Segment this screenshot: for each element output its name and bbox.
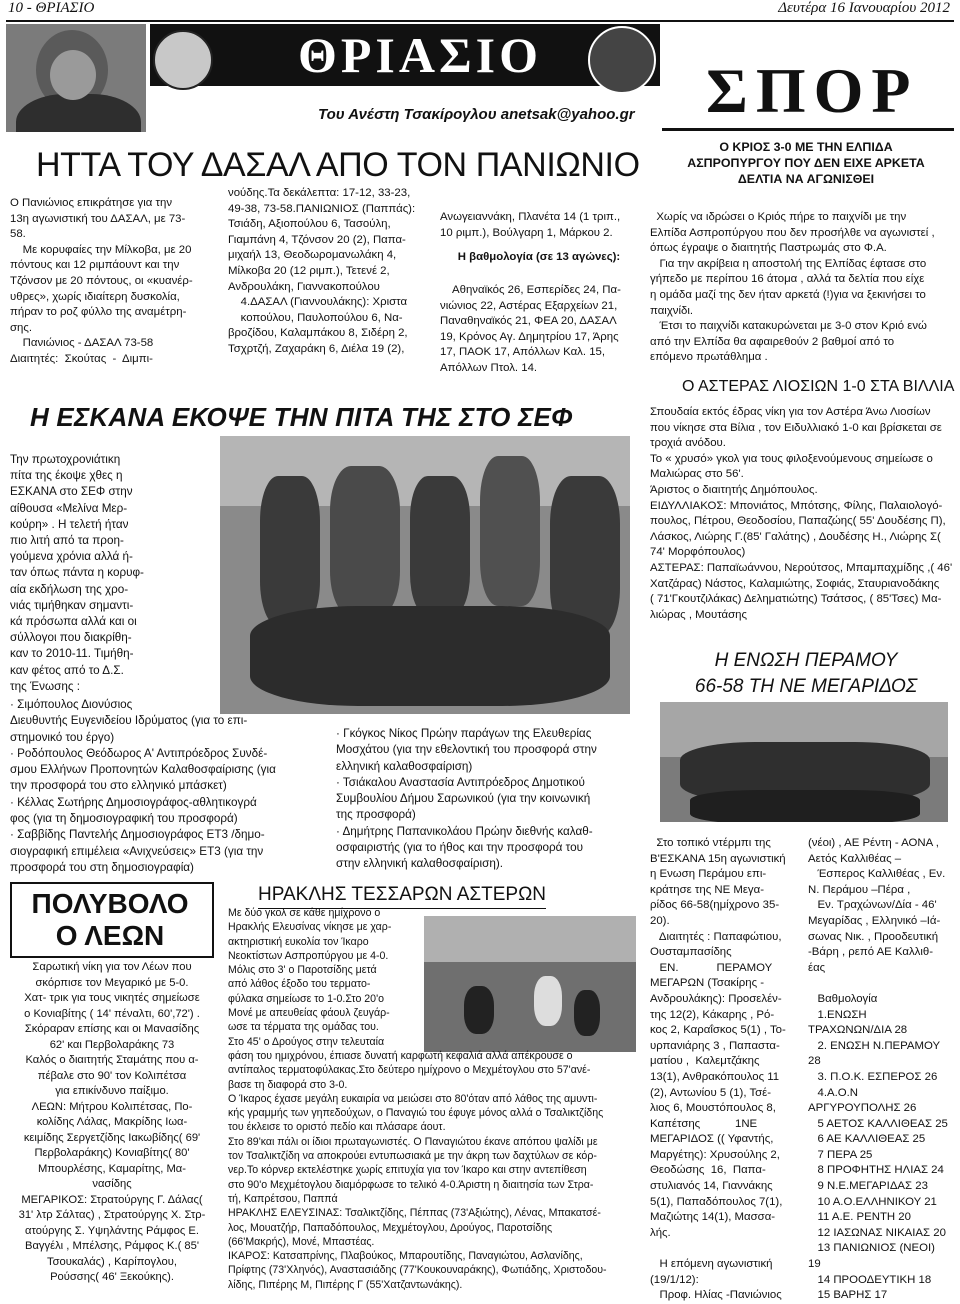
dasal-column-3a: Ανωγειαννάκη, Πλανέτα 14 (1 τριπ., 10 ριμπ.), Βούλγαρη 1, Μάρκου 2. (440, 211, 621, 239)
iraklis-match-photo (424, 916, 636, 1052)
eskana-team-photo (220, 436, 630, 714)
page-label: 10 - ΘΡΙΑΣΙΟ (8, 0, 95, 16)
iraklis-intro: Με δύο γκολ σε κάθε ημίχρονο ο Ηρακλής Ελευσίνας νίκησε με χαρ- ακτηριστική ευκολία τον Ίκαρο Νεοκτίστων Ασπροπύργου με 4-0. Μόλις στο 3' ο Παροτσίδης μετά από λάθος έξοδο του τερματο- φύλακα σημείωσε το 1-0.Στο 20'ο Μονέ με απευθείας φάουλ ζευγάρ- ωσε τα τέρματα της ομάδας του. Στο 45' ο Δρούγος στην τελευταία (228, 907, 392, 1048)
eskana-headline: Η ΕΣΚΑΝΑ ΕΚΟΨΕ ΤΗΝ ΠΙΤΑ ΤΗΣ ΣΤΟ ΣΕΦ (30, 402, 573, 432)
enosi-headline-1: Η ΕΝΩΣΗ ΠΕΡΑΜΟΥ (714, 650, 898, 671)
iraklis-headline: ΗΡΑΚΛΗΣ ΤΕΣΣΑΡΩΝ ΑΣΤΕΡΩΝ (258, 884, 546, 909)
dasal-column-1: Ο Πανιώνιος επικράτησε για την 13η αγωνιστική του ΔΑΣΑΛ, με 73- 58. Με κορυφαίες την Μίλκοβα, με 20 πόντους και 12 ριμπάουντ και την Τζόνσον με 20 πόντους, οι «κυανέρ- υθρες», χωρίς ιδιαίτερη δυσκολία, πήραν το ροζ φύλλο της αναμέτρη- σης. Πανιώνιος - ΔΑΣΑΛ 73-58 Διαιτητές: Σκούτας - Διμπι- (10, 197, 193, 365)
soccer-ball-image (153, 30, 213, 90)
dasal-standings-title: Η βαθμολογία (σε 13 αγώνες): (457, 251, 621, 263)
enosi-column-1: Στο τοπικό ντέρμπι της Β'ΕΣΚΑΝΑ 15η αγωνιστική η Ενωση Περάμου επι- κράτησε της ΝΕ Μεγα- ρίδος 66-58(ημίχρονο 35- 20). Διαιτητές : Παπαφώτιου, Ουσταμπασίδης ΕΝ. ΠΕΡΑΜΟΥ ΜΕΓΑΡΩΝ (Τσακίρης - Ανδρουλάκης): Προσελέν- της 12(2), Κάκαρης , Ρό- κος 2, Καραΐσκος 5(1) , Το- υρπανιάρης 3 , Παπαστα- ματίου , Καλεμτζάκης 13(1), Ανθρακόπουλος 11 (2), Αντωνίου 5 (1), Τσέ- λιος 6, Μουστόπουλος 8, Καπέτσης 1ΝΕ ΜΕΓΑΡΙΔΟΣ (( Υφαντής, Μαργέτης): Χρυσούλης 2, Θεοδώσης 16, Παπα- στυλιανός 14, Γιαννάκης 5(1), Παπαδόπουλος 7(1), Μαζιώτης 14(1), Μασσα- λής. Η επόμενη αγωνιστική (19/1/12): Προφ. Ηλίας -Πανιώνιος (650, 837, 786, 1302)
masthead-right: ΣΠΟΡ (706, 55, 919, 126)
eskana-honorees-right: · Γκόγκος Νίκος Πρώην παράγων της Ελευθερίας Μοσχάτου (για την εθελοντική του προσφορά στην ελληνική καλαθοσφαίριση) · Τσιάκαλου Αναστασία Αντιπρόεδρος Δημοτικού Συμβουλίου Δήμου Σαρωνικού (για την κοινωνική της προσφορά) · Δημήτρης Παπανικολάου Πρώην διεθνής καλαθ- οσφαιριστής (για το ήθος και την προσφορά του στην ελληνική καλαθοσφαίριση). (336, 727, 597, 871)
enosi-team-photo (660, 702, 948, 822)
byline: Του Ανέστη Τσακίρογλου anetsak@yahoo.gr (318, 106, 635, 123)
football-image (588, 26, 656, 94)
polyvolo-body: Σαρωτική νίκη για τον Λέων που σκόρπισε τον Μεγαρικό με 5-0. Χατ- τρικ για τους νικητές σημείωσε ο Κονιαβίτης ( 14' πέναλτι, 60',72') . Σκόραραν επίσης και οι Μανασίδης 62' και Περβολαράκης 73 Καλός ο διαιτητής Σταμάτης που α- πέβαλε στο 90' τον Κολιπέτσα για επικίνδυνο παίξιμο. ΛΕΩΝ: Μήτρου Κολιπέτσας, Πο- κολίδης Λάλας, Μακρίδης Ιωα- κειμίδης Σεργετζίδης Ιακωβίδης( 69' Περβολαράκης) Κονιαβίτης( 80' Μπουρλέσης, Καμαρίτης, Μα- νασίδης ΜΕΓΑΡΙΚΟΣ: Στρατούργης Γ. Δάλας( 31' λτρ Σάλτας) , Στρατούργης Χ. Στρ- ατούργης Σ. Υψηλάντης Ράμφος Ε. Βαγγέλι , Μπέλσης, Ράμφος Κ.( 85' Τσουκαλάς) , Καρίπογλου, Ρούσσης( 46' Ξεκούκης). (18, 961, 206, 1283)
dasal-column-2: νούδης.Τα δεκάλεπτα: 17-12, 33-23, 49-38, 73-58.ΠΑΝΙΩΝΙΟΣ (Παππάς): Τσιάδη, Αξιοπούλου 6, Τασούλη, Γιαμπάνη 4, Τζόνσον 20 (2), Παπα- μιχαήλ 13, Θεοδωρομανωλάκη 4, Μίλκοβα 20 (12 ριμπ.), Τετενέ 2, Ανδρουλάκη, Γιαννακοπούλου 4.ΔΑΣΑΛ (Γιαννουλάκης): Χριστα κοπούλου, Παυλοπούλου 6, Να- βροζίδου, Καλαμπάκου 8, Σιδέρη 2, Τσχρτζή, Ζαχαράκη 6, Διέλα 19 (2), (228, 187, 416, 355)
krios-headline-2: ΑΣΠΡΟΠΥΡΓΟΥ ΠΟΥ ΔΕΝ ΕΙΧΕ ΑΡΚΕΤΑ (687, 156, 925, 170)
polyvolo-headline-1: ΠΟΛΥΒΟΛΟ (31, 888, 189, 919)
asteras-body: Σπουδαία εκτός έδρας νίκη για τον Αστέρα Άνω Λιοσίων που νίκησε στα Βίλια , τον Ειδυλλιακό 1-0 και βρίσκεται σε τροχιά ανόδου. Το « χρυσό» γκολ για τους φιλοξενούμενους σημείωσε ο Μαλιώρας στο 56'. Άριστος ο διαιτητής Δημόπουλος. ΕΙΔΥΛΛΙΑΚΟΣ: Μπονιάτος, Μπότσης, Φίλης, Παλαιολογό- πουλος, Πέτρου, Θεοδοσίου, Παπαζώης( 55' Δουδέσης Π), Λάσκος, Λιώρης Γ.(85' Γαλάτης) , Δουδέσης Η., Λιώρης Σ( 74' Μορφόπουλος) ΑΣΤΕΡΑΣ: Παπαϊωάννου, Νερούτσος, Μπαμπαχμίδης ,( 46' Χατζάρας) Νάστος, Καλαμιώτης, Σοφιάς, Σταυριανοδάκης ( 71'Γκουτζιλάκας) Δεληματιώτης) Τσάτσος, ( 85'Τσες) Μα- λιώρας , Μουτάσης (650, 406, 953, 621)
eskana-intro: Την πρωτοχρονιάτικη πίτα της έκοψε χθες η ΕΣΚΑΝΑ στο ΣΕΦ στην αίθουσα «Μελίνα Μερ- κούρη» . Η τελετή ήταν πιο λιτή από τα προη- γούμενα χρόνια αλλά ή- ταν όπως πάντα η κορυφ- αία εκδήλωση της χρο- νιάς τιμήθηκαν σημαντι- κά πρόσωπα αλλά και οι σύλλογοι που διακρίθη- καν το 2010-11. Τιμήθη- καν φέτος από το Δ.Σ. της Ένωσης : (10, 453, 144, 693)
dasal-column-3b: Αθηναϊκός 26, Εσπερίδες 24, Πα- νιώνιος 22, Αστέρας Εξαρχείων 21, Παναθηναϊκός 21, ΦΕΑ 20, ΔΑΣΑΛ 19, Κρόνος Αγ. Δημητρίου 17, Άρης 17, ΠΑΟΚ 17, Απόλλων Καλ. 15, Απόλλων Πτολ. 14. (440, 284, 621, 374)
header-rule (6, 20, 954, 22)
krios-body: Χωρίς να ιδρώσει ο Κριός πήρε το παιχνίδι με την Ελπίδα Ασπροπύργου που δεν προσήλθε να αγωνιστεί , όπως έγραψε ο διαιτητής Παστρωμάς στο Φ.Α. Για την ακρίβεια η αποστολή της Ελπίδας έφτασε στο γήπεδο με περίπου 16 άτομα , αλλά τα δελτία που είχε η ομάδα μαζί της δεν ήταν αρκετά (!)για να ξεκινήσει το παιχνίδι. Έτσι το παιχνίδι κατακυρώνεται με 3-0 στον Κριό ενώ από την Ελπίδα θα αφαιρεθούν 2 βαθμοί από το επόμενο πρωτάθλημα . (650, 211, 935, 364)
issue-date: Δευτέρα 16 Ιανουαρίου 2012 (778, 0, 950, 16)
krios-headline-1: Ο ΚΡΙΟΣ 3-0 ΜΕ ΤΗΝ ΕΛΠΙΔΑ (719, 140, 893, 154)
krios-headline-3: ΔΕΛΤΙΑ ΝΑ ΑΓΩΝΙΣΘΕΙ (737, 172, 875, 186)
enosi-column-2: (νέοι) , ΑΕ Ρέντη - ΑΟΝΑ , Αετός Καλλιθέας – Έσπερος Καλλιθέας , Εν. Ν. Περάμου –Πέρα , Εν. Τραχώνων/Δία - 46' Μεγαρίδας , Ελληνικό –Ιά- σωνας Νικ. , Προοδευτική -Βάρη , ρεπό ΑΕ Καλλιθ- έας Βαθμολογία 1.ΕΝΩΣΗ ΤΡΑΧΩΝΩΝ/ΔΙΑ 28 2. ΕΝΩΣΗ Ν.ΠΕΡΑΜΟΥ 28 3. Π.Ο.Κ. ΕΣΠΕΡΟΣ 26 4.Α.Ο.Ν ΑΡΓΥΡΟΥΠΟΛΗΣ 26 5 ΑΕΤΟΣ ΚΑΛΛΙΘΕΑΣ 25 6 ΑΕ ΚΑΛΛΙΘΕΑΣ 25 7 ΠΕΡΑ 25 8 ΠΡΟΦΗΤΗΣ ΗΛΙΑΣ 24 9 Ν.Ε.ΜΕΓΑΡΙΔΑΣ 23 10 Α.Ο.ΕΛΛΗΝΙΚΟΥ 21 11 Α.Ε. ΡΕΝΤΗ 20 12 ΙΑΣΩΝΑΣ ΝΙΚΑΙΑΣ 20 13 ΠΑΝΙΩΝΙΟΣ (ΝΕΟΙ) 19 14 ΠΡΟΟΔΕΥΤΙΚΗ 18 15 ΒΑΡΗΣ 17 (808, 837, 948, 1302)
eskana-honorees-left: · Σιμόπουλος Διονύσιος Διευθυντής Ευγενιδείου Ιδρύματος (για το επι- στημονικό του έργο) · Ροδόπουλος Θεόδωρος Α' Αντιπρόεδρος Συνδέ- σμου Ελλήνων Προπονητών Καλαθοσφαίρισης (για την προσφορά του στο ελληνικό μπάσκετ) · Κέλλας Σωτήρης Δημοσιογράφος-αθλητικογρά φος (για τη δημοσιογραφική του προσφορά) · Σαββίδης Παντελής Δημοσιογράφος ΕΤ3 /δημο- σιογραφική επιμέλεια «Ανιχνεύσεις» ΕΤ3 (για την προσφορά του στη δημοσιογραφία) (10, 698, 276, 874)
masthead-title: ΘΡΙΑΣΙΟ (297, 27, 543, 83)
polyvolo-headline-2: Ο ΛΕΩΝ (55, 920, 165, 951)
author-photo (6, 24, 146, 132)
asteras-headline: Ο ΑΣΤΕΡΑΣ ΛΙΟΣΙΩΝ 1-0 ΣΤΑ ΒΙΛΛΙΑ (682, 378, 955, 395)
enosi-headline-2: 66-58 ΤΗ ΝΕ ΜΕΓΑΡΙΔΟΣ (694, 676, 918, 697)
masthead-right-rule (662, 128, 954, 131)
iraklis-body: φάση του ημιχρόνου, έπιασε δυνατή καρφωτή κεφαλιά αλλά απέκρουσε ο αντίπαλος τερματοφύλακας.Στο δεύτερο ημίχρονο ο Μεχμέτογλου στο 57'ανέ- βασε τη διαφορά στο 3-0. Ο Ίκαρος έχασε μεγάλη ευκαιρία να μειώσει στο 80'όταν από λάθος της αμυντι- κής γραμμής των γηπεδούχων, ο Παναγιώ του έφυγε μόνος αλλά ο Τσαλικτζίδης του έκλεισε το οριστό πεδίο και πλάσαρε άουτ. Στο 89'και πάλι οι ίδιοι πρωταγωνιστές. Ο Παναγιώτου έκανε απόπου ψαλίδι με τον Τσαλικτζίδη να αποκρούει εντυπωσιακά με την άκρη των δαχτύλων σε κόρ- νερ.Το κόρνερ εκτελέστηκε χωρίς επιτυχία για τον Ίκαρο και στην αντεπίθεση στο 90'ο Μεχμέτογλου διαμόρφωσε το τελικό 4-0.Άριστη η διαιτησία των Στρα- τή, Καπρέτσου, Παππά ΗΡΑΚΛΗΣ ΕΛΕΥΣΙΝΑΣ: Τσαλικτζίδης, Πέππας (73'Αξιώτης), Λένας, Μπακατσέ- λος, Μουατζήρ, Παπαδόπουλος, Μεχμέτογλου, Δρούγος, Παροτσίδης (66'Μακρής), Μονέ, Μπαστέας. ΙΚΑΡΟΣ: Κατσαπρίνης, Πλαβούκος, Μπαρουτίδης, Παναγιώτου, Ασλανίδης, Πρίφτης (73'Χληνός), Αναστασιάδης (77'Κουκουναράκης), Φωτιάδης, Χριστοδου- λίδης, Πιπέρης Μ, Πιπέρης Γ (55'Χατζαντωνάκης). (228, 1050, 607, 1291)
main-headline: ΗΤΤΑ ΤΟΥ ΔΑΣΑΛ ΑΠΟ ΤΟΝ ΠΑΝΙΩΝΙΟ (36, 146, 640, 184)
